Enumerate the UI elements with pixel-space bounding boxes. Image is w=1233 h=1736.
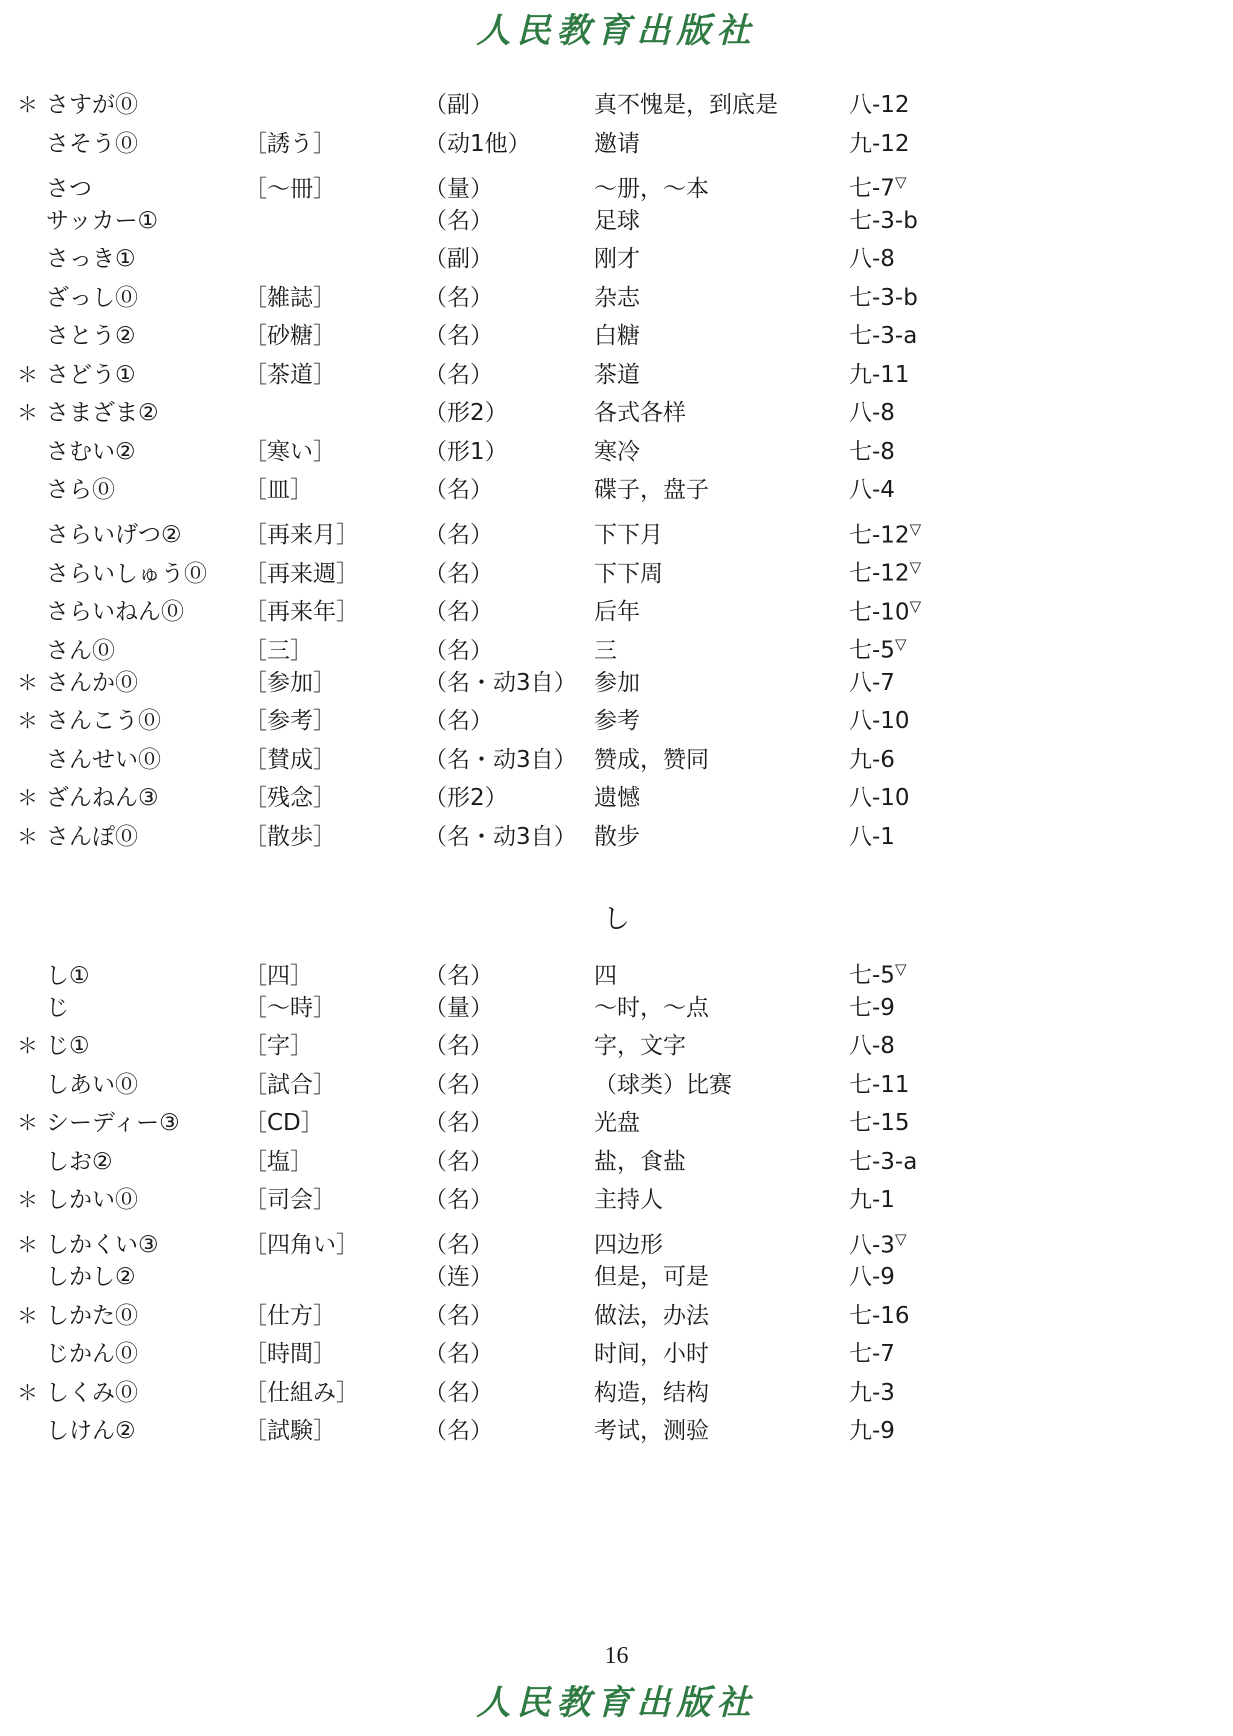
entry-star: ＊ [17, 786, 38, 810]
entry-kanji: ［試合］ [244, 1071, 336, 1098]
entry-meaning: 考试，测验 [594, 1418, 709, 1444]
glossary-row [0, 1143, 1233, 1182]
entry-meaning: 后年 [594, 599, 640, 626]
entry-reference: 七-3-a [849, 323, 918, 349]
entry-meaning: 但是，可是 [594, 1264, 709, 1290]
entry-meaning: 四 [594, 962, 617, 989]
glossary-row [0, 510, 1233, 549]
entry-meaning: 参考 [594, 708, 640, 734]
publisher-logo-top: 人民教育出版社 [476, 11, 757, 51]
entry-kanji: ［三］ [244, 637, 313, 664]
entry-meaning: 遗憾 [594, 785, 640, 811]
entry-pos: （名） [424, 284, 493, 311]
entry-kana: さんか⓪ [46, 669, 138, 696]
entry-pos: （名） [424, 962, 493, 989]
entry-kana: さらいねん⓪ [46, 599, 184, 626]
entry-pos: （名） [424, 1379, 493, 1406]
entry-reference: 八-3▽ [849, 1229, 907, 1259]
entry-meaning: 碟子，盘子 [594, 477, 709, 503]
entry-pos: （名） [424, 1033, 493, 1059]
entry-meaning: 真不愧是，到底是 [594, 92, 778, 118]
glossary-row [0, 1258, 1233, 1297]
glossary-row [0, 664, 1233, 703]
entry-kana: しあい⓪ [46, 1071, 138, 1098]
entry-reference: 七-5▽ [849, 960, 907, 989]
entry-meaning: 白糖 [594, 323, 640, 349]
entry-kana: ざんねん③ [46, 785, 159, 811]
entry-kanji: ［賛成］ [244, 746, 336, 773]
glossary-row [0, 1027, 1233, 1066]
entry-kanji: ［試験］ [244, 1418, 336, 1444]
entry-meaning: 寒冷 [594, 438, 640, 465]
glossary-row [0, 433, 1233, 472]
entry-star: ＊ [17, 709, 38, 733]
entry-kana: さそう⓪ [46, 130, 138, 157]
entry-kanji: ［〜冊］ [244, 175, 336, 202]
entry-kana: サッカー① [46, 207, 159, 234]
entry-pos: （名） [424, 1187, 493, 1213]
glossary-row [0, 625, 1233, 664]
entry-kana: しけん② [46, 1418, 136, 1444]
entry-pos: （连） [424, 1264, 493, 1290]
entry-kana: しかい⓪ [46, 1187, 138, 1213]
entry-pos: （名） [424, 1148, 493, 1175]
glossary-row [0, 163, 1233, 202]
entry-reference: 七-16 [849, 1302, 910, 1329]
entry-pos: （名） [424, 708, 493, 734]
entry-reference: 七-3-b [849, 284, 918, 311]
entry-reference: 八-1 [849, 823, 895, 850]
glossary-row [0, 317, 1233, 356]
page-number: 16 [604, 1643, 629, 1669]
entry-pos: （名） [424, 1302, 493, 1329]
entry-star: ＊ [17, 670, 38, 695]
reference-marker: ▽ [894, 1229, 907, 1248]
entry-reference: 九-12 [849, 130, 910, 157]
glossary-row [0, 1297, 1233, 1336]
entry-meaning: 足球 [594, 207, 640, 234]
entry-pos: （名） [424, 599, 493, 626]
entry-kana: しお② [46, 1148, 113, 1175]
entry-meaning: 做法，办法 [594, 1302, 709, 1329]
reference-marker: ▽ [909, 558, 922, 576]
glossary-row [0, 702, 1233, 741]
glossary-row [0, 741, 1233, 780]
entry-pos: （形2） [424, 785, 508, 811]
entry-kanji: ［参考］ [244, 708, 336, 734]
entry-pos: （名） [424, 207, 493, 234]
entry-kanji: ［CD］ [244, 1110, 324, 1136]
entry-pos: （名・动3自） [424, 746, 577, 773]
entry-pos: （量） [424, 994, 493, 1021]
entry-reference: 八-8 [849, 400, 895, 426]
entry-kana: さんぽ⓪ [46, 823, 138, 850]
glossary-row [0, 1104, 1233, 1143]
entry-reference: 七-7 [849, 1341, 895, 1367]
entry-meaning: 〜册，〜本 [594, 175, 709, 202]
entry-meaning: 时间，小时 [594, 1341, 709, 1367]
entry-kana: じかん⓪ [46, 1341, 138, 1367]
entry-meaning: 四边形 [594, 1232, 663, 1259]
entry-star: ＊ [17, 362, 38, 387]
entry-kanji: ［雑誌］ [244, 284, 336, 311]
entry-kana: さらいげつ② [46, 522, 182, 549]
entry-pos: （名） [424, 1232, 493, 1259]
glossary-row [0, 240, 1233, 279]
entry-star: ＊ [17, 1111, 38, 1135]
entry-meaning: 散步 [594, 823, 640, 850]
glossary-list [0, 86, 1233, 1451]
entry-kanji: ［再来月］ [244, 522, 359, 549]
entry-kanji: ［砂糖］ [244, 323, 336, 349]
entry-kana: さらいしゅう⓪ [46, 560, 207, 587]
entry-kanji: ［再来年］ [244, 599, 359, 626]
entry-star: ＊ [17, 1034, 38, 1058]
entry-reference: 七-9 [849, 994, 895, 1021]
entry-reference: 八-10 [849, 785, 910, 811]
entry-reference: 七-11 [849, 1071, 910, 1098]
entry-kanji: ［四］ [244, 962, 313, 989]
entry-kana: さら⓪ [46, 477, 115, 503]
glossary-row [0, 1335, 1233, 1374]
entry-star: ＊ [17, 1233, 38, 1258]
entry-pos: （名・动3自） [424, 823, 577, 850]
entry-pos: （名） [424, 637, 493, 664]
glossary-row [0, 356, 1233, 395]
entry-pos: （名・动3自） [424, 669, 577, 696]
entry-kana: しかた⓪ [46, 1302, 138, 1329]
entry-reference: 九-9 [849, 1418, 895, 1444]
entry-reference: 七-15 [849, 1110, 910, 1136]
entry-reference: 八-8 [849, 1033, 895, 1059]
entry-reference: 八-7 [849, 669, 895, 696]
entry-star: ＊ [17, 1303, 38, 1328]
entry-meaning: （球类）比赛 [594, 1071, 732, 1098]
entry-kana: さんせい⓪ [46, 746, 161, 773]
entry-pos: （名） [424, 361, 493, 388]
glossary-row [0, 818, 1233, 857]
entry-kanji: ［再来週］ [244, 560, 359, 587]
entry-reference: 七-12▽ [849, 519, 922, 549]
section-spacer [0, 856, 1233, 890]
entry-pos: （形1） [424, 438, 508, 465]
entry-reference: 七-8 [849, 438, 895, 465]
entry-kana: さどう① [46, 361, 136, 388]
reference-marker: ▽ [894, 960, 907, 978]
entry-kana: しかくい③ [46, 1232, 159, 1259]
glossary-row [0, 1412, 1233, 1451]
glossary-row [0, 779, 1233, 818]
entry-reference: 八-10 [849, 708, 910, 734]
entry-reference: 八-4 [849, 477, 895, 503]
entry-reference: 七-3-b [849, 207, 918, 234]
entry-meaning: 下下月 [594, 522, 663, 549]
entry-pos: （名） [424, 1071, 493, 1098]
entry-meaning: 茶道 [594, 361, 640, 388]
entry-kanji: ［皿］ [244, 477, 313, 503]
entry-reference: 七-10▽ [849, 596, 922, 626]
reference-marker: ▽ [909, 596, 922, 615]
glossary-row [0, 989, 1233, 1028]
glossary-row [0, 587, 1233, 626]
entry-reference: 九-3 [849, 1379, 895, 1406]
entry-kanji: ［誘う］ [244, 130, 336, 157]
entry-meaning: 各式各样 [594, 400, 686, 426]
entry-meaning: 参加 [594, 669, 640, 696]
entry-reference: 九-1 [849, 1187, 895, 1213]
reference-marker: ▽ [894, 173, 907, 191]
entry-pos: （名） [424, 560, 493, 587]
glossary-row [0, 471, 1233, 510]
glossary-row [0, 1220, 1233, 1259]
entry-pos: （副） [424, 246, 493, 272]
entry-kanji: ［〜時］ [244, 994, 336, 1021]
entry-reference: 七-12▽ [849, 558, 922, 587]
entry-meaning: 字，文字 [594, 1033, 686, 1059]
glossary-row [0, 950, 1233, 989]
glossary-row [0, 1374, 1233, 1413]
entry-kanji: ［残念］ [244, 785, 336, 811]
entry-pos: （副） [424, 92, 493, 118]
entry-kanji: ［寒い］ [244, 438, 336, 465]
entry-reference: 七-5▽ [849, 635, 907, 664]
entry-kanji: ［仕方］ [244, 1302, 336, 1329]
entry-kana: さんこう⓪ [46, 708, 161, 734]
entry-reference: 八-12 [849, 92, 910, 118]
entry-meaning: 主持人 [594, 1187, 663, 1213]
reference-marker: ▽ [894, 635, 907, 653]
entry-kanji: ［参加］ [244, 669, 336, 696]
entry-kana: じ [46, 994, 69, 1021]
entry-pos: （形2） [424, 400, 508, 426]
entry-meaning: 光盘 [594, 1110, 640, 1136]
entry-reference: 八-8 [849, 246, 895, 272]
entry-kanji: ［時間］ [244, 1341, 336, 1367]
entry-kanji: ［茶道］ [244, 361, 336, 388]
entry-pos: （动1他） [424, 130, 531, 157]
entry-meaning: 刚才 [594, 246, 640, 272]
entry-kanji: ［四角い］ [244, 1232, 359, 1259]
entry-pos: （名） [424, 522, 493, 549]
entry-kana: さん⓪ [46, 637, 115, 664]
entry-reference: 八-9 [849, 1264, 895, 1290]
entry-kana: さまざま② [46, 400, 159, 426]
entry-pos: （名） [424, 323, 493, 349]
entry-kana: さむい② [46, 438, 136, 465]
entry-meaning: 下下周 [594, 560, 663, 587]
entry-star: ＊ [17, 1380, 38, 1405]
glossary-row [0, 1181, 1233, 1220]
entry-kana: さっき① [46, 246, 136, 272]
glossary-row [0, 279, 1233, 318]
entry-star: ＊ [17, 93, 38, 117]
entry-kanji: ［塩］ [244, 1148, 313, 1175]
entry-kana: ざっし⓪ [46, 284, 138, 311]
entry-star: ＊ [17, 824, 38, 849]
entry-meaning: 构造，结构 [594, 1379, 709, 1406]
entry-kanji: ［字］ [244, 1033, 313, 1059]
entry-meaning: 〜时，〜点 [594, 994, 709, 1021]
entry-kana: し① [46, 962, 90, 989]
reference-marker: ▽ [909, 519, 922, 538]
entry-pos: （名） [424, 477, 493, 503]
entry-kana: さとう② [46, 323, 136, 349]
entry-pos: （名） [424, 1418, 493, 1444]
glossary-row [0, 1066, 1233, 1105]
entry-kanji: ［仕組み］ [244, 1379, 359, 1406]
glossary-row [0, 548, 1233, 587]
entry-pos: （名） [424, 1341, 493, 1367]
section-heading: し [603, 904, 630, 935]
entry-reference: 七-3-a [849, 1148, 918, 1175]
glossary-row [0, 394, 1233, 433]
glossary-row [0, 202, 1233, 241]
entry-star: ＊ [17, 1188, 38, 1212]
entry-kanji: ［散歩］ [244, 823, 336, 850]
glossary-row [0, 125, 1233, 164]
entry-meaning: 邀请 [594, 130, 640, 157]
entry-kanji: ［司会］ [244, 1187, 336, 1213]
entry-kana: しかし② [46, 1264, 136, 1290]
entry-kana: しくみ⓪ [46, 1379, 138, 1406]
entry-kana: じ① [46, 1033, 90, 1059]
entry-kana: さつ [46, 175, 92, 202]
entry-meaning: 赞成，赞同 [594, 746, 709, 773]
entry-pos: （名） [424, 1110, 493, 1136]
entry-reference: 九-11 [849, 361, 910, 388]
entry-meaning: 杂志 [594, 284, 640, 311]
entry-pos: （量） [424, 175, 493, 202]
entry-reference: 九-6 [849, 746, 895, 773]
entry-meaning: 盐，食盐 [594, 1148, 686, 1175]
entry-kana: シーディー③ [46, 1110, 180, 1136]
entry-meaning: 三 [594, 637, 617, 664]
entry-star: ＊ [17, 401, 38, 425]
glossary-row [0, 86, 1233, 125]
publisher-logo-bottom: 人民教育出版社 [476, 1683, 757, 1723]
entry-kana: さすが⓪ [46, 92, 138, 118]
entry-reference: 七-7▽ [849, 173, 907, 202]
